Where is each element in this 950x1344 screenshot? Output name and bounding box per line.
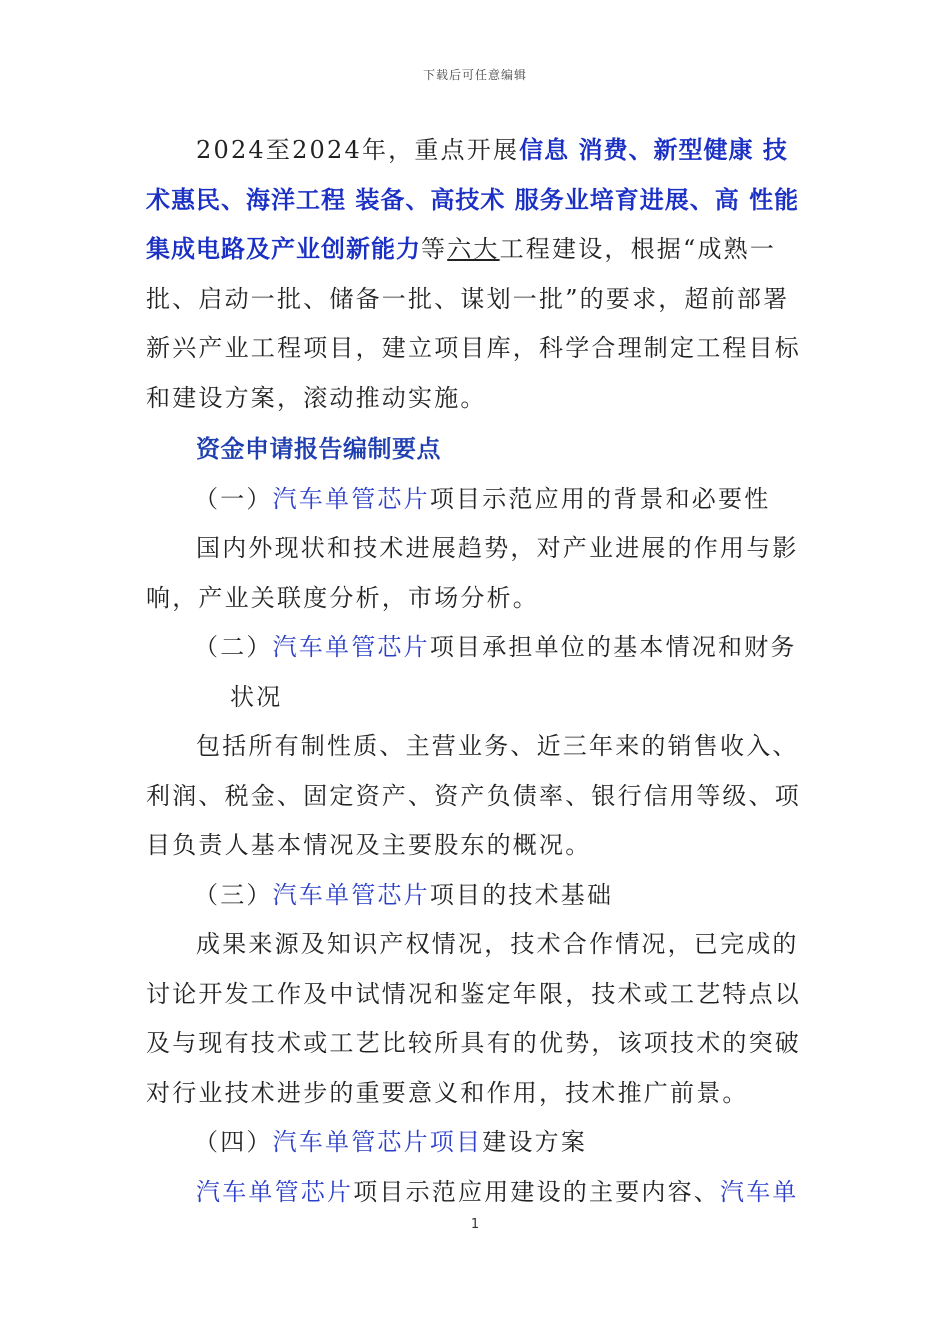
section-2-number: （二）	[194, 633, 273, 661]
section-4-body	[146, 1168, 806, 1218]
section-1-keyword: 汽车单管芯片	[272, 484, 430, 513]
section-4-number: （四）	[194, 1128, 273, 1156]
page-header: 下载后可任意编辑	[422, 68, 527, 82]
section-heading: 资金申请报告编制要点	[196, 435, 441, 463]
intro-text-3: 工程建设，根据“成熟一批、启动一批、储备一批、谋划一批”的要求，超前部署新兴产业工程项目，建立项目库，科学合理制定工程目标和建设方案，滚动推动实施。	[146, 235, 801, 412]
intro-underlined: 六大	[447, 235, 500, 263]
section-4-keyword: 汽车单管芯片项目	[272, 1128, 483, 1156]
section-1-title	[146, 475, 806, 525]
section-2-title	[146, 623, 806, 722]
section-4-body-keyword-2: 汽车单	[720, 1177, 799, 1206]
section-3-title-text: 项目的技术基础	[429, 880, 614, 909]
section-4-body-keyword: 汽车单管芯片	[196, 1177, 354, 1206]
page-number: 1	[470, 1217, 480, 1232]
section-1-body: 国内外现状和技术进展趋势，对产业进展的作用与影响，产业关联度分析，市场分析。	[146, 534, 799, 612]
section-2-title-text: 项目承担单位的基本情况和财务	[429, 633, 797, 661]
intro-highlight: 信息 消费、新型健康 技术惠民、海洋工程 装备、高技术 服务业培育进展、高 性能集成电路及产业创新能力	[146, 136, 800, 263]
section-3-keyword: 汽车单管芯片	[272, 880, 430, 909]
section-4-body-text: 项目示范应用建设的主要内容、	[353, 1177, 721, 1206]
section-4-title-text: 建设方案	[482, 1128, 588, 1156]
section-2-keyword: 汽车单管芯片	[272, 633, 430, 661]
section-3-title	[146, 871, 806, 921]
intro-text-2: 等	[421, 235, 448, 263]
section-2-body: 包括所有制性质、主营业务、近三年来的销售收入、利润、税金、固定资产、资产负债率、银行信用等级、项目负责人基本情况及主要股东的概况。	[146, 732, 801, 859]
intro-paragraph	[146, 126, 806, 423]
section-1-title-text: 项目示范应用的背景和必要性	[429, 484, 771, 513]
intro-text-1: 2024至2024年，重点开展	[196, 136, 520, 164]
document-body	[146, 126, 806, 1217]
section-4-title	[146, 1118, 806, 1168]
section-1-number: （一）	[194, 484, 273, 513]
section-2-title-continued: 状况	[230, 682, 283, 711]
section-3-body: 成果来源及知识产权情况，技术合作情况，已完成的讨论开发工作及中试情况和鉴定年限，技术或工艺特点以及与现有技术或工艺比较所具有的优势，该项技术的突破对行业技术进步的重要意义和作用，技术推广前景。	[146, 930, 801, 1107]
section-3-number: （三）	[194, 880, 273, 909]
